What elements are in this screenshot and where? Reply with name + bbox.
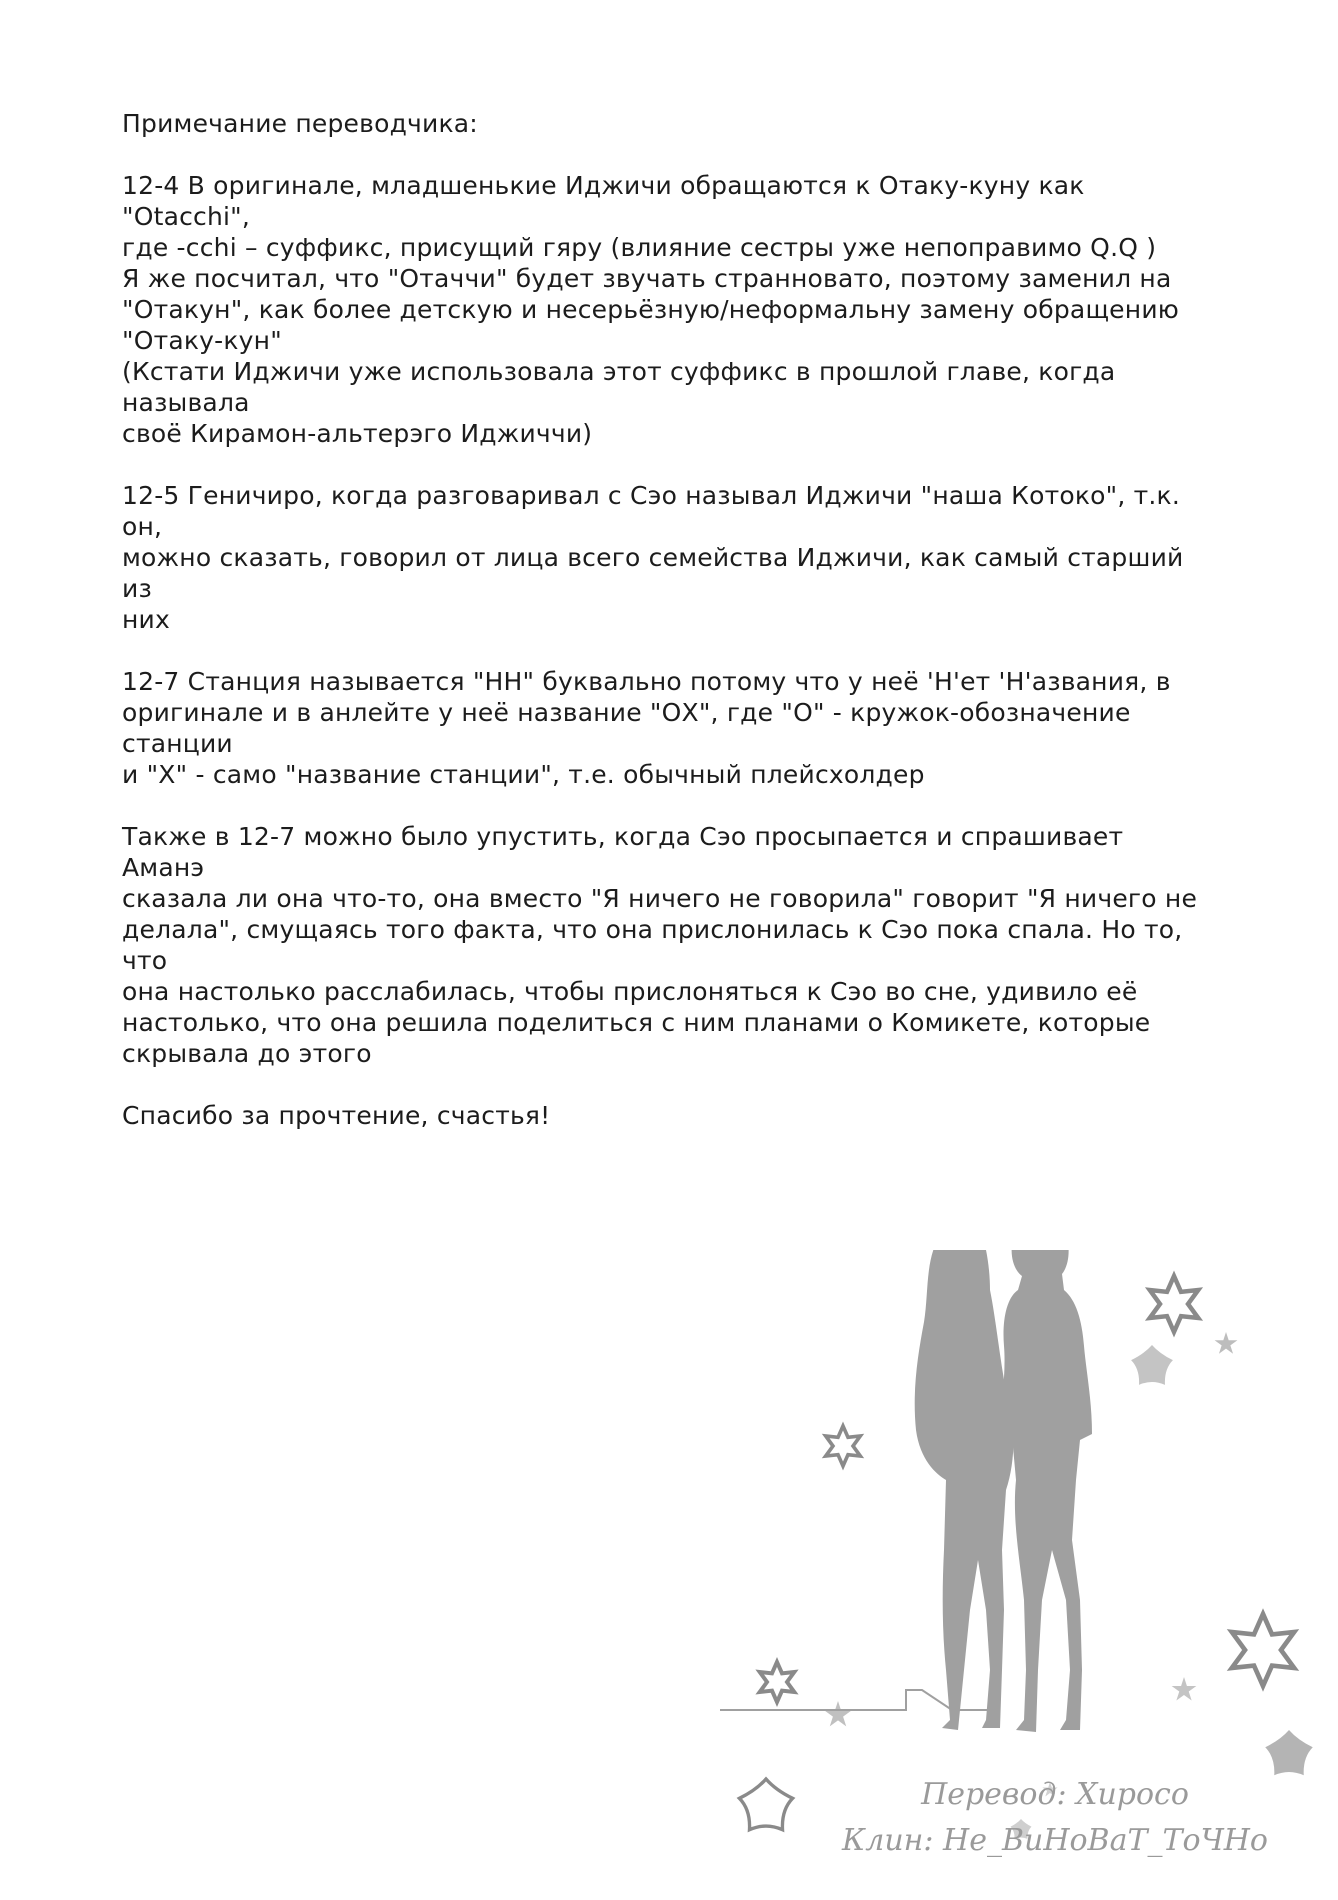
girls-silhouette (915, 1250, 1092, 1732)
star-filled-icon (1172, 1677, 1197, 1701)
note-12-4: 12-4 В оригинале, младшенькие Иджичи обращаются к Отаку-куну как "Otacchi", где -cchi – суффикс, присущий гяру (влияние сестры уже непоправимо Q.Q ) Я же посчитал, что "Отаччи" будет звучать странновато, поэтому заменил на "Отакун", как более детскую и несерьёзную/неформальну замену обращению "Отаку-кун" (Кстати Иджичи уже использовала этот суффикс в прошлой главе, когда называла своё Кирамон-альтерэго Иджиччи) (122, 171, 1180, 448)
closing-text: Спасибо за прочтение, счастья! (122, 1101, 551, 1130)
credit-translation: Перевод: Хиросо (921, 1777, 1189, 1812)
note-12-5: 12-5 Геничиро, когда разговаривал с Сэо называл Иджичи "наша Котоко", т.к. он, можно сказать, говорил от лица всего семейства Иджичи, как самый старший из них (122, 481, 1184, 634)
credit-cleaning: Клин: Не_ВиНоВаТ_ТоЧНо (842, 1823, 1268, 1858)
note-12-7-extra: Также в 12-7 можно было упустить, когда Сэо просыпается и спрашивает Аманэ сказала ли она что-то, она вместо "Я ничего не говорила" говорит "Я ничего не делала", смущаясь того факта, что она прислонилась к Сэо пока спала. Но то, что она настолько расслабилась, чтобы прислоняться к Сэо во сне, удивило её настолько, что она решила поделиться с ним планами о Комикете, которые скрывала до этого (122, 822, 1198, 1068)
star-filled-icon (1215, 1332, 1238, 1354)
star-outline-icon (1150, 1276, 1198, 1332)
credits-block (840, 1772, 1270, 1864)
flower-filled-icon (1265, 1730, 1313, 1775)
flower-filled-icon (1131, 1345, 1173, 1385)
star-outline-icon (826, 1426, 861, 1466)
star-filled-icon (825, 1701, 852, 1726)
flower-outline-icon (739, 1779, 792, 1830)
translator-notes (122, 108, 1212, 1162)
star-outline-icon (1232, 1614, 1294, 1686)
note-12-7: 12-7 Станция называется "НН" буквально потому что у неё 'Н'ет 'Н'азвания, в оригинале и в анлейте у неё название "ОХ", где "О" - кружок-обозначение станции и "Х" - само "название станции", т.е. обычный плейсхолдер (122, 667, 1171, 789)
notes-heading: Примечание переводчика: (122, 109, 478, 138)
star-outline-icon (760, 1662, 795, 1702)
